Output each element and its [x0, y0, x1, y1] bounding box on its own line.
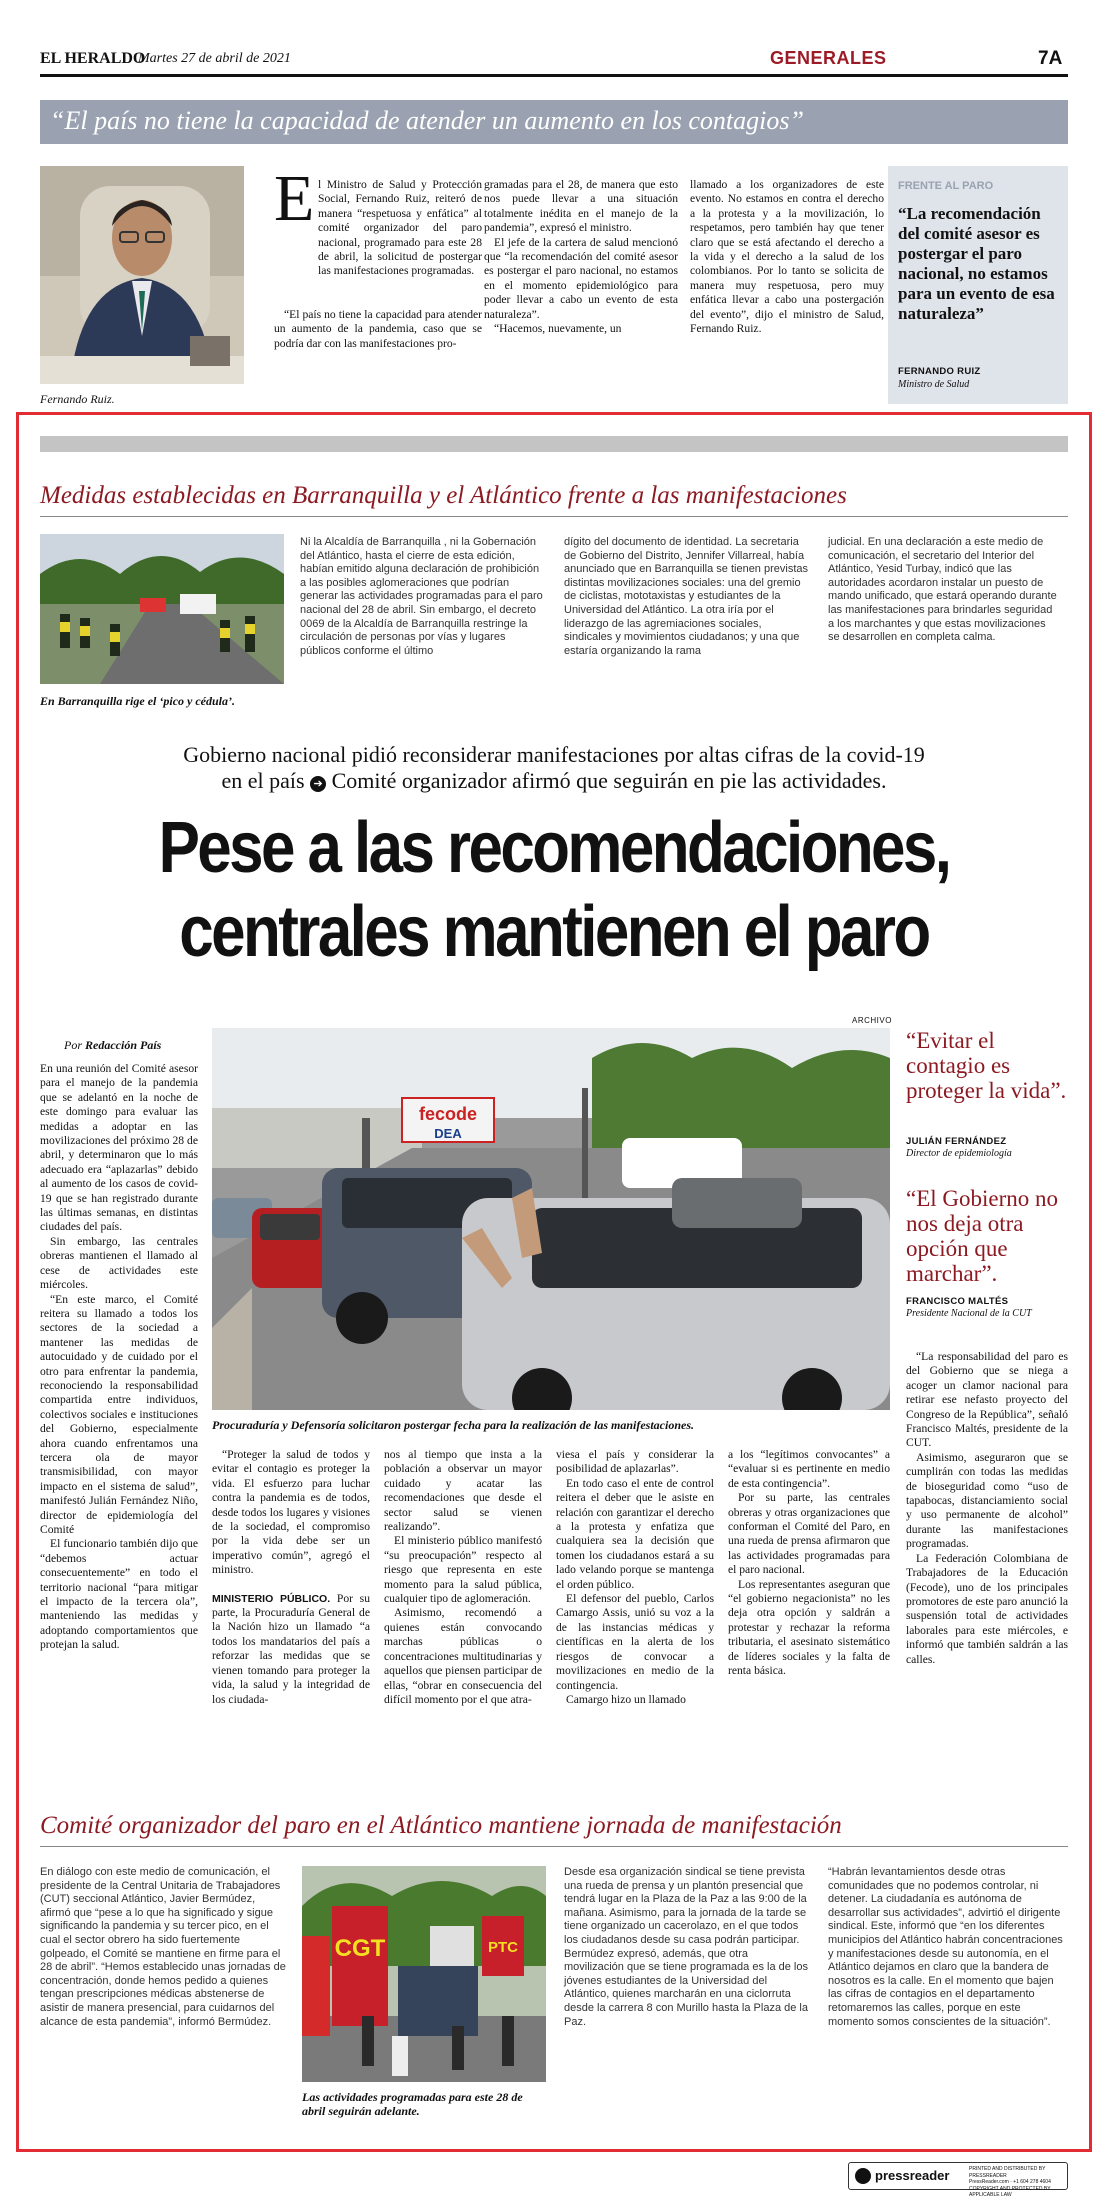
dea-sign-text: DEA — [434, 1126, 462, 1141]
main-col-4-p2: En todo caso el ente de control reitera el deber que le asiste en relación con garantizar el derecho a la protesta y enfatiza que cualquiera sea la decisión que tomen los ciudadanos estará a su lado velando porque se mantenga el orden público. — [556, 1476, 714, 1591]
main-col-1 — [40, 1062, 198, 1653]
barranquilla-col-2-text: dígito del documento de identidad. La secretaria de Gobierno del Distrito, Jennifer Villarreal, había anunciado que en Barranquilla se tienen previstas distintas movilizaciones sociales: una del gremio de ciclistas, mototaxistas y estudiantes de la Universidad del Atlántico. La otra iría por el liderazgo de las agremiaciones sociales, sindicales y movimientos ciudadanos; y una que estaría organizando la rama — [564, 536, 808, 657]
top-headline: “El país no tiene la capacidad de atender un aumento en los contagios” — [50, 106, 804, 135]
pull-quote-1-role: Director de epidemiología — [906, 1148, 1012, 1159]
deck-line-2 — [40, 768, 1068, 794]
atlantico-col-4 — [828, 1866, 1064, 2029]
pull-quote-2-role: Presidente Nacional de la CUT — [906, 1308, 1032, 1319]
barranquilla-photo-caption: En Barranquilla rige el ‘pico y cédula’. — [40, 694, 235, 708]
deck-line-2b: Comité organizador afirmó que seguirán en pie las actividades. — [331, 768, 887, 793]
atlantico-col-1 — [40, 1866, 286, 2029]
main-headline — [112, 806, 996, 974]
main-col-6-p3: La Federación Colombiana de Trabajadores de la Educación (Fecode), uno de los principales promotores de este paro anunció la suspensión total de actividades laborales para este miércoles, e informó que también saldrán a las calles. — [906, 1551, 1068, 1666]
main-col-3 — [384, 1448, 542, 1707]
main-col-2 — [212, 1448, 370, 1707]
barranquilla-headline: Medidas establecidas en Barranquilla y el Atlántico frente a las manifestaciones — [40, 482, 847, 509]
pressreader-fine-print — [969, 2166, 1067, 2199]
byline — [64, 1038, 161, 1053]
atlantico-col-1-text: En diálogo con este medio de comunicación, el presidente de la Central Unitaria de Trabajadores (CUT) seccional Atlántico, Javier Bermúdez, afirmó que “pese a lo que ha significado y sigue significando la pandemia y su tercer pico, en el cual el sector obrero ha sido fuertemente golpeado, el Comité se mantiene en firme para el 28 de abril”. “Hemos establecido unas jornadas de concentración, donde hemos pedido a quienes tengan prescripciones médicas abstenerse de asistir de manera presencial, para cuidarnos del alcance de esta pandemia”, informó Bermúdez. — [40, 1866, 286, 2028]
pressreader-icon — [855, 2168, 871, 2184]
barranquilla-rule — [40, 516, 1068, 517]
fine-print-2: PressReader.com · +1 604 278 4604 — [969, 2179, 1051, 2185]
atlantico-col-3 — [564, 1866, 810, 2029]
top-col-3-p1: llamado a los organizadores de este evento. No estamos en contra el derecho a la protesta y a la movilización, lo respetamos, pero también hay que tener claro que se está afectando el derecho a la vida y el derecho a la salud de los colombianos. Por lo tanto se solicita de manera muy respetuosa, pero muy enfática llevar a cabo una postergación del evento”, dijo el ministro de Salud, Fernando Ruiz. — [690, 178, 884, 336]
main-col-4-p1: viesa el país y considerar la posibilidad de aplazarlas”. — [556, 1448, 714, 1476]
main-col-6-p1: “La responsabilidad del paro es del Gobierno que se niega a acoger un clamor nacional para retirar ese nefasto proyecto del Congreso de la República”, señaló Francisco Maltés, presidente de la CUT. — [906, 1350, 1068, 1450]
top-dropcap: E — [274, 162, 315, 235]
barranquilla-col-1-text: Ni la Alcaldía de Barranquilla , ni la Gobernación del Atlántico, hasta el cierre de esta edición, habían emitido alguna declaración de prohibición a las posibles aglomeraciones que podrían generar las actividades programadas para el paro nacional del 28 de abril. Sin embargo, el decreto 0069 de la Alcaldía de Barranquilla restringe la circulación de personas por vías y lugares públicos conforme el último — [300, 536, 543, 657]
issue-date: Martes 27 de abril de 2021 — [138, 51, 291, 66]
cgt-photo-caption: Las actividades programadas para este 28 de abril seguirán adelante. — [302, 2090, 523, 2118]
deck — [40, 742, 1068, 794]
main-col-2-p2-text: Por su parte, la Procuraduría General de la Nación hizo un llamado “a todos los mandatarios del país a reforzar las medidas que se vienen tomando para proteger la vida, la salud y la integridad de los ciudada- — [212, 1591, 370, 1706]
main-col-3-p3: Asimismo, recomendó a quienes están convocando marchas públicas o concentraciones multitudinarias y aquellos que piensen participar de ellas, “obrar en consecuencia del difícil momento por el que atra- — [384, 1606, 542, 1706]
main-photo-caption: Procuraduría y Defensoría solicitaron postergar fecha para la realización de las manifestaciones. — [212, 1418, 695, 1432]
top-headline-bar — [40, 100, 1068, 144]
deck-line-1: Gobierno nacional pidió reconsiderar manifestaciones por altas cifras de la covid-19 — [183, 742, 925, 767]
main-col-4-p3: El defensor del pueblo, Carlos Camargo Assis, unió su voz a la de las instancias médicas y científicas en la alerta de los riesgos de convocar a movilizaciones en medio de la contingencia. — [556, 1592, 714, 1692]
main-col-1-p3: “En este marco, el Comité reitera su llamado a todos los sectores de la sociedad a mantener las medidas de autocuidado y de cuidado por el otro para enfrentar la pandemia, reconociendo la responsabilidad compartida entre individuos, colectivos sociales e instituciones del Gobierno, especialmente ahora cuando enfrentamos una tercera ola de mayor transmisibilidad, con mayor impacto en el sistema de salud”, manifestó Julián Fernández Niño, director de epidemiología del Comité — [40, 1292, 198, 1536]
box-quote: “La recomendación del comité asesor es postergar el paro nacional, no estamos para un evento de esa naturaleza” — [898, 204, 1055, 323]
byline-por: Por — [64, 1038, 82, 1052]
box-role: Ministro de Salud — [898, 379, 970, 390]
pressreader-footer — [848, 2162, 1068, 2198]
main-col-5-p2: Por su parte, las centrales obreras y otras organizaciones que conforman el Comité del Paro, en una rueda de prensa afirmaron que las actividades programadas para el paro nacional. — [728, 1491, 890, 1577]
main-col-1-p1: En una reunión del Comité asesor para el manejo de la pandemia que se adelantó en la noche de este domingo para evaluar las medidas a adoptar en las movilizaciones del próximo 28 de abril, y determinaron que lo más adecuado era “aplazarlas” debido al aumento de los casos de covid-19 que se han registrado durante las últimas semanas, en distintas ciudades del país. — [40, 1062, 198, 1234]
top-col-3 — [690, 178, 884, 336]
main-col-4 — [556, 1448, 714, 1707]
main-col-5-p1: a los “legítimos convocantes” a “evaluar si es pertinente en medio de esta contingencia”. — [728, 1448, 890, 1490]
top-col-1-p1: l Ministro de Salud y Protección Social, Fernando Ruiz, reiteró de manera “respetuosa y enfática” al comité organizador del paro nacional, programado para este 28 de abril, la solicitud de postergar las manifestaciones programadas. — [318, 178, 482, 278]
box-kicker: FRENTE AL PARO — [898, 180, 994, 192]
top-col-1b — [274, 236, 482, 351]
main-photo — [212, 1028, 890, 1410]
fine-print-1: PRINTED AND DISTRIBUTED BY PRESSREADER — [969, 2166, 1046, 2179]
barranquilla-col-3-text: judicial. En una declaración a este medio de comunicación, el secretario del Interior del Atlántico, Yesid Turbay, indicó que las autoridades acordaron instalar un puesto de mando unificado, que estará operando durante las manifestaciones para brindarles seguridad a los marchantes y que estas movilizaciones se desarrollen en completa calma. — [828, 536, 1057, 644]
pull-quote-2-name: FRANCISCO MALTÉS — [906, 1296, 1009, 1307]
cgt-photo — [302, 1866, 546, 2082]
brand-name: EL HERALDO — [40, 50, 146, 67]
main-col-5 — [728, 1448, 890, 1679]
pull-quote-1: “Evitar el contagio es proteger la vida”. — [906, 1028, 1067, 1103]
fine-print-3: COPYRIGHT AND PROTECTED BY APPLICABLE LAW — [969, 2185, 1051, 2198]
minister-photo — [40, 166, 244, 384]
header-rule — [40, 74, 1068, 77]
cgt-sign-text: CGT — [334, 1935, 386, 1962]
barranquilla-col-1 — [300, 536, 546, 658]
ministerio-publico-kicker: MINISTERIO PÚBLICO. — [212, 1592, 331, 1605]
ptc-sign-text: PTC — [488, 1939, 518, 1956]
page-number: 7A — [1038, 48, 1063, 69]
main-headline-line-1: Pese a las recomendaciones, — [158, 808, 950, 888]
gray-rule — [40, 436, 1068, 452]
main-col-6 — [906, 1350, 1068, 1667]
main-col-3-p2: El ministerio público manifestó “su preocupación” respecto al riesgo que representa en este momento para la salud pública, cualquier tipo de aglomeración. — [384, 1534, 542, 1606]
main-col-1-p2: Sin embargo, las centrales obreras mantienen el llamado al cese de actividades este miércoles. — [40, 1234, 198, 1292]
top-col-1-p2: “El país no tiene la capacidad para atender un aumento de la pandemia, caso que se podría dar con las manifestaciones pro- — [274, 308, 482, 350]
fecode-sign-text: fecode — [418, 1104, 478, 1124]
main-col-5-p3: Los representantes aseguran que “el gobierno negacionista” no les deja otra opción y saldrán a protestar y rechazar la reforma tributaria, el asesinato sistemático de líderes sociales y la falta de renta básica. — [728, 1577, 890, 1678]
main-col-6-p2: Asimismo, aseguraron que se cumplirán con todas las medidas de bioseguridad como “uso de tapabocas, distanciamiento social y uso permanente de alcohol” durante las manifestaciones programadas. — [906, 1450, 1068, 1551]
top-col-2-p2: El jefe de la cartera de salud mencionó que “la recomendación del comité asesor es postergar el paro nacional, no estamos en el momento epidemiológico para poder llevar a cabo un evento de esta naturaleza”. — [484, 235, 678, 321]
section-name: GENERALES — [770, 48, 887, 68]
pull-quote-2: “El Gobierno no nos deja otra opción que marchar”. — [906, 1186, 1059, 1286]
atlantico-col-4-text: “Habrán levantamientos desde otras comunidades que no podemos controlar, ni detener. La ciudadanía es autónoma de desarrollar sus actividades”, advirtió el dirigente sindical. Este, informó que “en los diferentes municipios del Atlántico habrán concentraciones y manifestaciones desde su autonomía, en el Atlántico dejamos en claro que la bandera de nosotros es la calle. En el momento que bajen las cifras de contagios en el departamento retomaremos las calles, porque en este momento somos conscientes de la situación”. — [828, 1866, 1063, 2028]
atlantico-col-3-text: Desde esa organización sindical se tiene prevista una rueda de prensa y un plantón presencial que tendrá lugar en la Plaza de la Paz a las 9:00 de la mañana. Asimismo, para la jornada de la tarde se tiene organizado un cacerolazo, en el que todos los ciudadanos desde su casa podrán participar. Bermúdez expresó, además, que otra movilización que se tiene programada es la de los jóvenes estudiantes de la Universidad del Atlántico, quienes marcharán en una ciclorruta desde la carrera 8 con Murillo hasta la Plaza de la Paz. — [564, 1866, 808, 2028]
main-col-3-p1: nos al tiempo que insta a la población a observar un mayor cuidado y acatar las recomendaciones que desde el sector salud se vienen realizando”. — [384, 1448, 542, 1534]
barranquilla-col-2 — [564, 536, 810, 658]
barranquilla-col-3 — [828, 536, 1060, 645]
photo-credit: ARCHIVO — [852, 1016, 892, 1025]
atlantico-headline: Comité organizador del paro en el Atlántico mantiene jornada de manifestación — [40, 1812, 842, 1839]
main-headline-line-2: centrales mantienen el paro — [179, 892, 929, 972]
atlantico-rule — [40, 1846, 1068, 1847]
top-col-2-p1: gramadas para el 28, de manera que esto nos puede llevar a una situación totalmente inédita en el manejo de la pandemia”, expresó el ministro. — [484, 178, 678, 235]
main-col-1-p4: El funcionario también dijo que “debemos actuar consecuentemente” en todo el territorio nacional “para mitigar el impacto de la tercera ola”, manteniendo las medidas y adoptando comportamientos que protejan la salud. — [40, 1537, 198, 1652]
main-col-2-p2 — [212, 1592, 370, 1707]
main-col-2-p1: “Proteger la salud de todos y evitar el contagio es proteger la vida. El esfuerzo para luchar contra la pandemia es de todos, desde todos los lugares y visiones de la sociedad, el compromiso por la vida debe ser un imperativo común”, agregó el ministro. — [212, 1448, 370, 1577]
deck-line-2a: en el país — [221, 768, 305, 793]
box-name: FERNANDO RUIZ — [898, 366, 981, 377]
top-col-2-p3: “Hacemos, nuevamente, un — [494, 322, 622, 336]
pull-quote-1-name: JULIÁN FERNÁNDEZ — [906, 1136, 1007, 1147]
arrow-right-icon: ➔ — [310, 776, 326, 792]
barranquilla-photo — [40, 534, 284, 684]
pressreader-logo: pressreader — [875, 2168, 950, 2183]
main-col-4-p4: Camargo hizo un llamado — [566, 1692, 686, 1706]
masthead — [40, 48, 1068, 76]
frente-al-paro-box — [888, 166, 1068, 404]
byline-author: Redacción País — [85, 1038, 162, 1052]
minister-photo-caption: Fernando Ruiz. — [40, 392, 115, 406]
top-col-2 — [484, 178, 678, 336]
